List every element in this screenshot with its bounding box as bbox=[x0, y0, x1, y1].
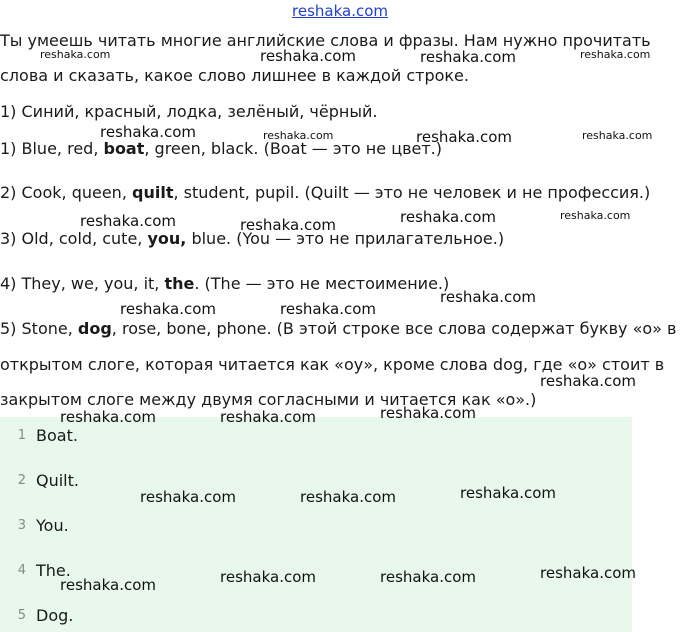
row-5-pre: 5) Stone, bbox=[0, 319, 78, 338]
watermark: reshaka.com bbox=[380, 404, 476, 422]
answer-text: You. bbox=[36, 515, 69, 535]
answer-number: 5 bbox=[17, 607, 26, 623]
watermark: reshaka.com bbox=[120, 300, 216, 318]
watermark: reshaka.com bbox=[240, 216, 336, 234]
answer-item bbox=[0, 469, 79, 491]
watermark: reshaka.com bbox=[220, 408, 316, 426]
answer-number: 2 bbox=[17, 472, 26, 488]
row-2-post: , student, pupil. (Quilt — это не человек и не профессия.) bbox=[173, 183, 651, 202]
watermark: reshaka.com bbox=[263, 129, 334, 142]
watermark: reshaka.com bbox=[400, 208, 496, 226]
watermark: reshaka.com bbox=[560, 209, 631, 222]
row-1-bold: boat bbox=[103, 139, 145, 158]
row-1 bbox=[0, 139, 442, 159]
row-1-post: , green, black. (Boat — это не цвет.) bbox=[144, 139, 443, 158]
watermark: reshaka.com bbox=[540, 564, 636, 582]
answer-number: 3 bbox=[17, 517, 26, 533]
row-4-bold: the bbox=[164, 274, 195, 293]
answer-item bbox=[0, 604, 73, 626]
answer-item bbox=[0, 424, 78, 446]
watermark: reshaka.com bbox=[260, 47, 356, 65]
watermark: reshaka.com bbox=[580, 48, 651, 61]
row-5-bold: dog bbox=[77, 319, 112, 338]
row-2-pre: 2) Cook, queen, bbox=[0, 183, 132, 202]
row-2-bold: quilt bbox=[132, 183, 174, 202]
answer-text: Boat. bbox=[36, 425, 78, 445]
row-4 bbox=[0, 274, 449, 294]
watermark: reshaka.com bbox=[60, 576, 156, 594]
watermark: reshaka.com bbox=[300, 488, 396, 506]
watermark: reshaka.com bbox=[416, 128, 512, 146]
watermark: reshaka.com bbox=[460, 484, 556, 502]
watermark: reshaka.com bbox=[582, 129, 653, 142]
watermark: reshaka.com bbox=[420, 48, 516, 66]
answer-text: The. bbox=[36, 560, 71, 580]
row-5-post: , rose, bone, phone. (В этой строке все слова содержат букву «о» в bbox=[111, 319, 677, 338]
row-5-continuation-2: закрытом слоге между двумя согласными и читается как «о».) bbox=[0, 390, 537, 409]
row-5 bbox=[0, 319, 676, 339]
watermark: reshaka.com bbox=[80, 212, 176, 230]
row-1-pre: 1) Blue, red, bbox=[0, 139, 104, 158]
watermark: reshaka.com bbox=[280, 300, 376, 318]
watermark: reshaka.com bbox=[540, 372, 636, 390]
answers-panel bbox=[0, 417, 632, 632]
row-4-post: . (The — это не местоимение.) bbox=[194, 274, 450, 293]
row-4-pre: 4) They, we, you, it, bbox=[0, 274, 165, 293]
watermark: reshaka.com bbox=[380, 568, 476, 586]
header-watermark-link[interactable]: reshaka.com bbox=[292, 2, 388, 20]
row-3-pre: 3) Old, cold, cute, bbox=[0, 229, 148, 248]
row-3-bold: you, bbox=[147, 229, 187, 248]
answer-text: Dog. bbox=[36, 605, 74, 625]
watermark: reshaka.com bbox=[100, 123, 196, 141]
answer-number: 1 bbox=[17, 427, 26, 443]
answer-text: Quilt. bbox=[36, 470, 79, 490]
intro-line-2: слова и сказать, какое слово лишнее в каждой строке. bbox=[0, 66, 469, 85]
answer-item bbox=[0, 514, 69, 536]
row-5-continuation-1: открытом слоге, которая читается как «оу», кроме слова dog, где «о» стоит в bbox=[0, 355, 665, 374]
watermark: reshaka.com bbox=[440, 288, 536, 306]
row-2 bbox=[0, 183, 650, 203]
watermark: reshaka.com bbox=[140, 488, 236, 506]
row-3-post: blue. (You — это не прилагательное.) bbox=[186, 229, 505, 248]
intro-line-1: Ты умеешь читать многие английские слова и фразы. Нам нужно прочитать bbox=[0, 31, 651, 50]
watermark: reshaka.com bbox=[40, 48, 111, 61]
task-1-russian: 1) Синий, красный, лодка, зелёный, чёрный. bbox=[0, 102, 378, 121]
watermark: reshaka.com bbox=[60, 408, 156, 426]
watermark: reshaka.com bbox=[220, 568, 316, 586]
answer-number: 4 bbox=[17, 562, 26, 578]
